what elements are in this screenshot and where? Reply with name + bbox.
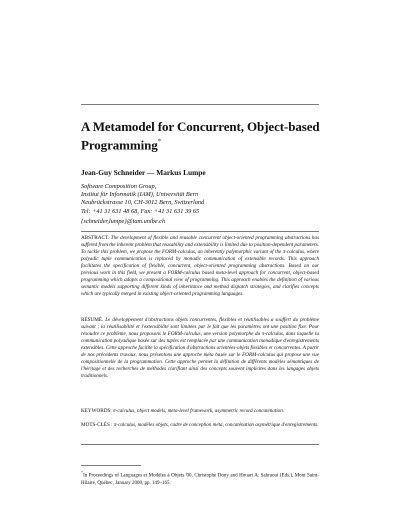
- authors: Jean-Guy Schneider — Markus Lumpe: [81, 168, 206, 177]
- footnote: [81, 469, 319, 487]
- abstract-label: ABSTRACT.: [81, 235, 110, 241]
- resume-label: RÉSUMÉ.: [81, 317, 104, 323]
- affiliation-email: {schneider,lumpe}@iam.unibe.ch: [81, 217, 166, 225]
- footnote-rule: [81, 465, 141, 466]
- keywords-text: π-calculus, object models, meta-level framework, asymmetric record concatenation.: [113, 408, 285, 414]
- affiliation-line: Software Composition Group,: [81, 183, 157, 190]
- abstract-text: The development of flexible and reusable concurrent object-oriented programming abstractions has suffered from the inherent problem that reusability and extensibility is limited due to position-dependent parameters. To tackle this problem, we propose the FORM-calculus, an inherently polymorphic variant of the π-calculus, where polyadic tuple communication is replaced by monadic communication of extensible records. This approach facilitates the specification of flexible, concurrent, object-oriented programming abstractions. Based on our previous work in this field, we present a FORM-calculus based meta-level approach for concurrent, object-based programming which adapts a compositional view of programming. This approach enables the definition of various semantic models supporting different kinds of inheritance and method dispatch strategies, and clarifies concepts which are typically merged in existing object-oriented programming languages.: [81, 235, 319, 297]
- affiliation-line: Tel: +41 31 631 48 68, Fax: +41 31 631 39 65: [81, 207, 200, 215]
- title-text: A Metamodel for Concurrent, Object-based Programming: [81, 119, 320, 153]
- affiliation: [81, 183, 204, 226]
- paper-title: [81, 119, 331, 152]
- mots-cles-text: π-calculus, modèles objets, cadre de conception méta, concaténation asymétrique d'enregistrements.: [113, 422, 319, 428]
- affiliation-line: Institut für Informatik (IAM), Universität Bern: [81, 191, 199, 199]
- footnote-text: In Proceedings of Languages et Modèles à Objets '00, Christophe Dony and Houari A. Sahraoui (Eds.), Mont Saint-Hilaire, Québec, January 2000, pp. 149–165.: [81, 473, 319, 486]
- resume-text: Le développement d'abstractions objets concurrentes, flexibles et réutilisables a souffert du problème suivant : la réutilisabilité et l'extensibilité sont limitées par le fait que les paramètres ont une position fixe. Pour résoudre ce problème, nous proposons le FORM-calculus, une version polymorphe du π-calculus, dans laquelle la communication polyadique basée sur des tuples est remplacée par une communication monadique d'enregistrements extensibles. Cette approche facilite la spécification d'abstractions orientées-objets flexibles et concurrentes. A partir de nos précédents travaux, nous présentons une approche méta basée sur le FORM-calculus qui propose une vue compositionnelle de la programmation. Cette approche permet la définition de différents modèles sémantiques de l'héritage et des recherches de méthodes clarifiant ainsi des concepts souvent implicites dans les langages objets traditionnels.: [81, 317, 319, 379]
- mots-cles: [81, 422, 319, 429]
- abstract-top-rule: [81, 231, 319, 232]
- keywords: [81, 408, 319, 415]
- top-rule: [81, 104, 319, 105]
- resume: [81, 317, 319, 380]
- title-footnote-mark[interactable]: *: [157, 137, 162, 146]
- keywords-label: KEYWORDS:: [81, 408, 112, 414]
- footnote-mark: *: [81, 470, 84, 475]
- abstract: [81, 235, 319, 298]
- mots-cles-label: MOTS-CLÉS :: [81, 422, 113, 428]
- abstract-bottom-rule: [81, 444, 319, 445]
- affiliation-line: Neubrückstrasse 10, CH-3012 Bern, Switzerland: [81, 199, 205, 207]
